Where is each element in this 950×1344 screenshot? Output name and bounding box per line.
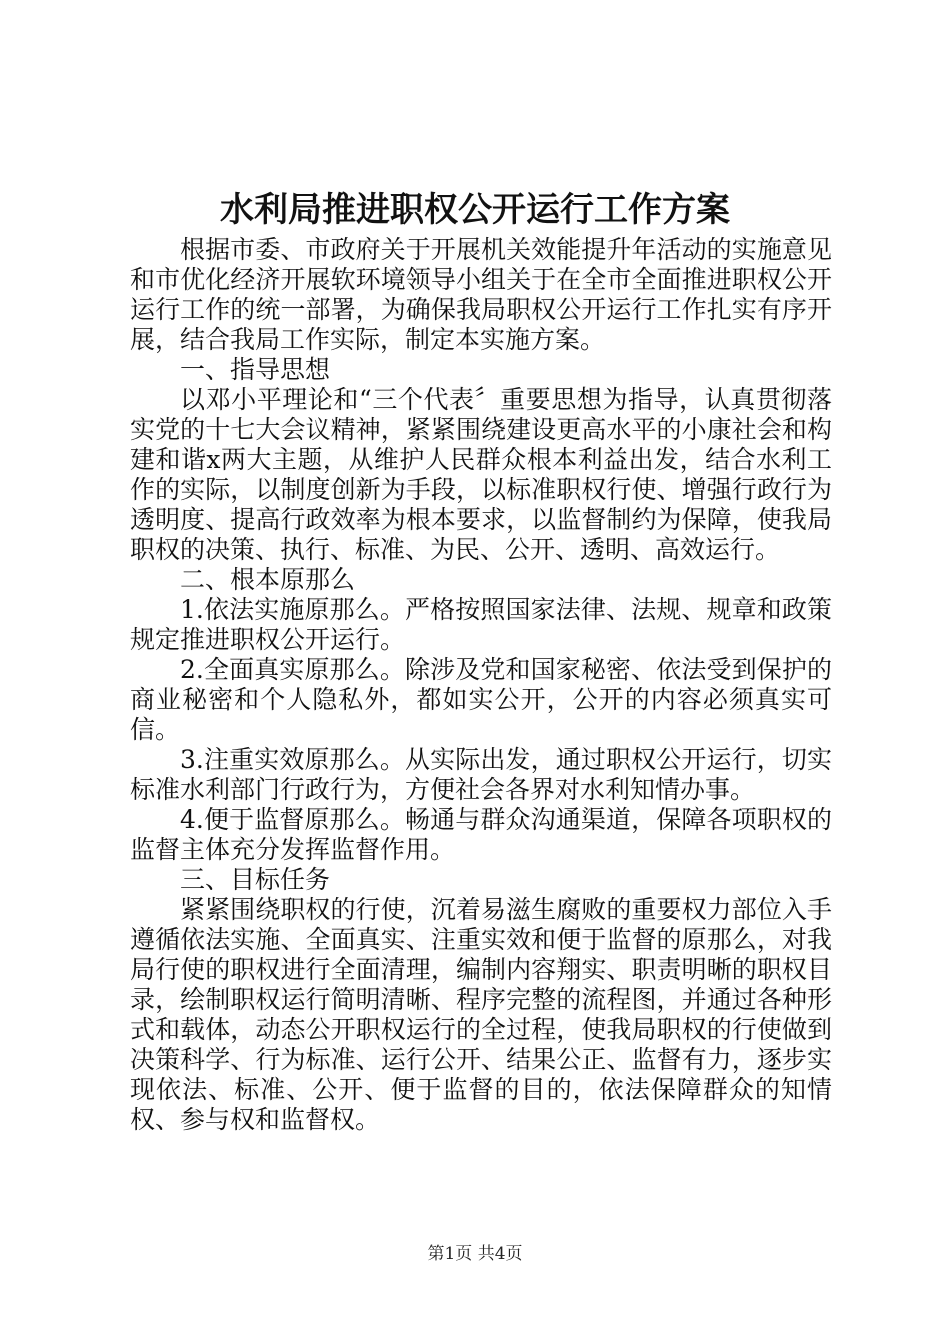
- guiding-ideology-paragraph: 以邓小平理论和“三个代表〞重要思想为指导，认真贯彻落实党的十七大会议精神，紧紧围绕建设更高水平的小康社会和构建和谐x两大主题，从维护人民群众根本利益出发，结合水利工作的实际，以制度创新为手段，以标准职权行使、增强行政行为透明度、提高行政效率为根本要求，以监督制约为保障，使我局职权的决策、执行、标准、为民、公开、透明、高效运行。: [130, 385, 832, 564]
- principle-item: 4.便于监督原那么。畅通与群众沟通渠道，保障各项职权的监督主体充分发挥监督作用。: [130, 805, 832, 864]
- principle-item: 1.依法实施原那么。严格按照国家法律、法规、规章和政策规定推进职权公开运行。: [130, 595, 832, 654]
- principle-item: 3.注重实效原那么。从实际出发，通过职权公开运行，切实标准水利部门行政行为，方便社会各界对水利知情办事。: [130, 745, 832, 804]
- section-heading-objectives: 三、目标任务: [180, 865, 331, 894]
- section-heading-guiding-ideology: 一、指导思想: [180, 355, 331, 384]
- principle-item: 2.全面真实原那么。除涉及党和国家秘密、依法受到保护的商业秘密和个人隐私外，都如实公开，公开的内容必须真实可信。: [130, 655, 832, 744]
- objectives-paragraph: 紧紧围绕职权的行使，沉着易滋生腐败的重要权力部位入手遵循依法实施、全面真实、注重实效和便于监督的原那么，对我局行使的职权进行全面清理，编制内容翔实、职责明晰的职权目录，绘制职权运行简明清晰、程序完整的流程图，并通过各种形式和载体，动态公开职权运行的全过程，使我局职权的行使做到决策科学、行为标准、运行公开、结果公正、监督有力，逐步实现依法、标准、公开、便于监督的目的，依法保障群众的知情权、参与权和监督权。: [130, 895, 832, 1134]
- document-title: 水利局推进职权公开运行工作方案: [220, 190, 730, 230]
- section-heading-basic-principles: 二、根本原那么: [180, 565, 356, 594]
- page-number: 第1页 共4页: [427, 1244, 523, 1264]
- intro-paragraph: 根据市委、市政府关于开展机关效能提升年活动的实施意见和市优化经济开展软环境领导小组关于在全市全面推进职权公开运行工作的统一部署，为确保我局职权公开运行工作扎实有序开展，结合我局工作实际，制定本实施方案。: [130, 235, 832, 354]
- document-body: [130, 235, 832, 1135]
